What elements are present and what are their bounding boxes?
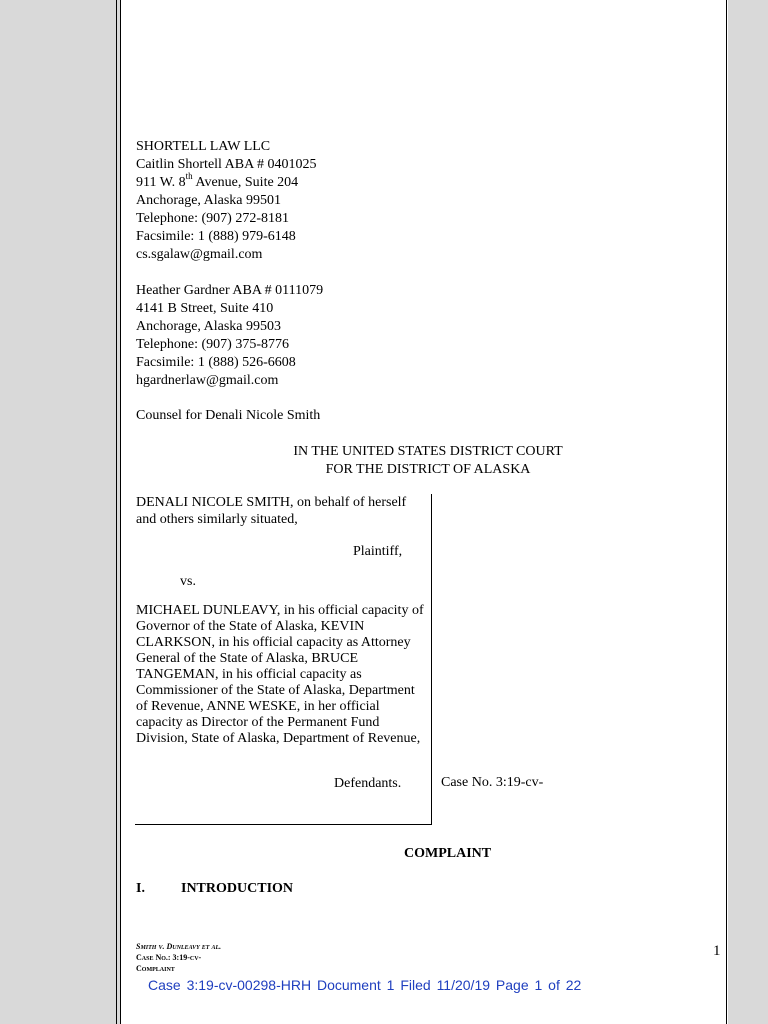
vs-label: vs.	[180, 574, 196, 589]
cocounsel-block	[136, 282, 323, 390]
ecf-header-stamp: Case 3:19-cv-00298-HRH Document 1 Filed 11/20/19 Page 1 of 22	[148, 977, 582, 993]
page-number: 1	[713, 943, 721, 959]
court-line2: FOR THE DISTRICT OF ALASKA	[325, 462, 531, 477]
left-margin-line	[116, 0, 117, 1024]
firm-name: SHORTELL LAW LLC	[136, 139, 271, 154]
cocounsel-telephone: Telephone: (907) 375-8776	[136, 337, 289, 352]
case-number: Case No. 3:19-cv-	[441, 775, 544, 790]
cocounsel-email: hgardnerlaw@gmail.com	[136, 373, 279, 388]
cocounsel-attorney: Heather Gardner ABA # 0111079	[136, 283, 324, 298]
plaintiff-line1: DENALI NICOLE SMITH, on behalf of herself	[136, 495, 407, 510]
firm-email: cs.sgalaw@gmail.com	[136, 247, 263, 262]
defendants-text: MICHAEL DUNLEAVY, in his official capacity of Governor of the State of Alaska, KEVIN CLARKSON, in his official capacity as Attorney General of the State of Alaska, BRUCE TANGEMAN, in his official capacity as Commissioner of the State of Alaska, Department of Revenue, ANNE WESKE, in her official capacity as Director of the Permanent Fund Division, State of Alaska, Department of Revenue,	[136, 603, 424, 746]
firm-address: 911 W. 8th Avenue, Suite 204	[136, 171, 299, 190]
firm-telephone: Telephone: (907) 272-8181	[136, 211, 289, 226]
cocounsel-address: 4141 B Street, Suite 410	[136, 301, 274, 316]
section-number: I.	[136, 881, 145, 896]
section-heading: INTRODUCTION	[181, 881, 294, 896]
defendants-label: Defendants.	[334, 776, 402, 791]
plaintiff-label: Plaintiff,	[353, 544, 403, 559]
firm-city: Anchorage, Alaska 99501	[136, 193, 282, 208]
firm-block	[136, 138, 316, 264]
footer-case-caption: Smith v. Dunleavy et al.	[136, 942, 222, 951]
firm-fax: Facsimile: 1 (888) 979-6148	[136, 229, 296, 244]
plaintiff-line2: and others similarly situated,	[136, 512, 298, 527]
right-margin-line	[726, 0, 727, 1024]
counsel-for: Counsel for Denali Nicole Smith	[136, 408, 321, 423]
court-line1: IN THE UNITED STATES DISTRICT COURT	[293, 444, 563, 459]
document-title: COMPLAINT	[404, 846, 492, 861]
left-margin-line-inner	[120, 0, 121, 1024]
footer-doc-title: Complaint	[136, 964, 175, 973]
cocounsel-city: Anchorage, Alaska 99503	[136, 319, 282, 334]
footer-case-no: Case No.: 3:19-cv-	[136, 953, 202, 962]
cocounsel-fax: Facsimile: 1 (888) 526-6608	[136, 355, 296, 370]
firm-attorney: Caitlin Shortell ABA # 0401025	[136, 157, 317, 172]
